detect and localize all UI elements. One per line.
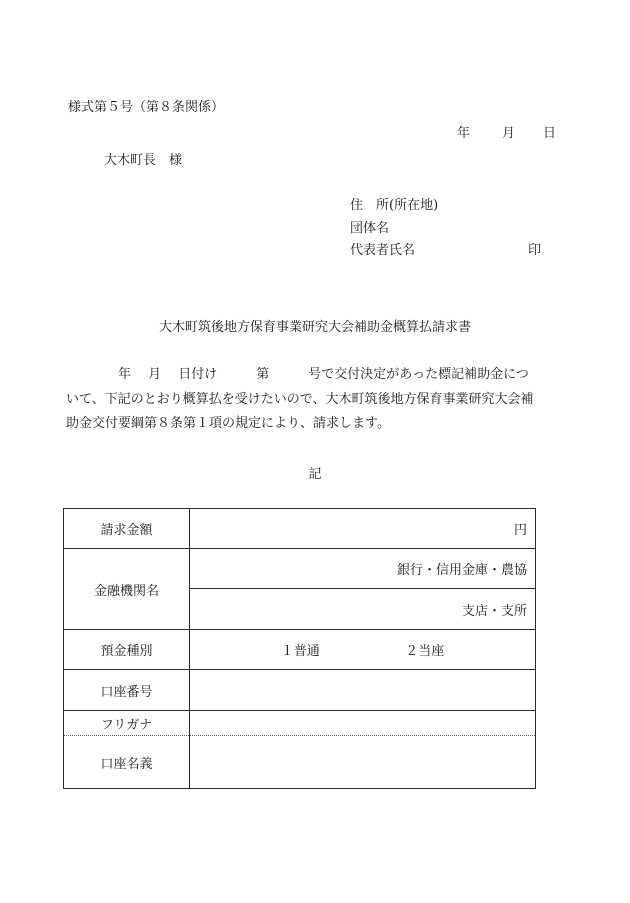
form-number: 様式第５号（第８条関係） <box>68 100 225 115</box>
account-name-field[interactable] <box>190 736 536 789</box>
table-row <box>64 549 536 589</box>
account-number-field[interactable] <box>190 670 536 711</box>
seal-mark: 印 <box>528 243 542 258</box>
date-line <box>457 122 556 141</box>
applicant-block <box>350 195 542 263</box>
document-title: 大木町筑後地方保育事業研究大会補助金概算払請求書 <box>158 320 471 335</box>
bank-field[interactable] <box>190 549 536 589</box>
table-row <box>64 630 536 670</box>
furigana-label: フリガナ <box>64 711 190 736</box>
amount-field[interactable] <box>190 509 536 549</box>
address-label: 住 所(所在地) <box>350 198 439 213</box>
addressee: 大木町長 様 <box>104 153 183 168</box>
table-row <box>64 509 536 549</box>
body-line: 助金交付要綱第８条第１項の規定により、請求します。 <box>66 416 390 431</box>
furigana-field[interactable] <box>190 711 536 736</box>
date-month-label: 月 <box>502 126 516 141</box>
ki-heading: 記 <box>308 467 322 482</box>
request-table <box>63 508 536 789</box>
representative-label: 代表者氏名 <box>350 243 416 258</box>
date-year-label: 年 <box>457 126 471 141</box>
date-day-label: 日 <box>543 126 557 141</box>
branch-suffix: 支店・支所 <box>461 603 527 619</box>
table-row <box>64 670 536 711</box>
branch-field[interactable] <box>190 589 536 630</box>
table-row <box>64 736 536 789</box>
deposit-type-field[interactable] <box>190 630 536 670</box>
amount-unit: 円 <box>513 523 527 538</box>
deposit-option-ordinary[interactable]: １普通 <box>280 644 320 659</box>
account-name-label: 口座名義 <box>64 736 190 789</box>
organization-label: 団体名 <box>350 220 390 236</box>
body-paragraph <box>66 363 566 437</box>
bank-suffix: 銀行・信用金庫・農協 <box>396 563 527 578</box>
body-line: 年 月 日付け 第 号で交付決定があった標記補助金につ <box>66 367 529 382</box>
deposit-option-current[interactable]: ２当座 <box>405 644 445 659</box>
amount-label: 請求金額 <box>64 509 190 549</box>
deposit-type-label: 預金種別 <box>64 630 190 670</box>
table-row <box>64 711 536 736</box>
account-number-label: 口座番号 <box>64 670 190 711</box>
body-line: いて、下記のとおり概算払を受けたいので、大木町筑後地方保育事業研究大会補 <box>66 391 534 407</box>
bank-label: 金融機関名 <box>64 549 190 630</box>
